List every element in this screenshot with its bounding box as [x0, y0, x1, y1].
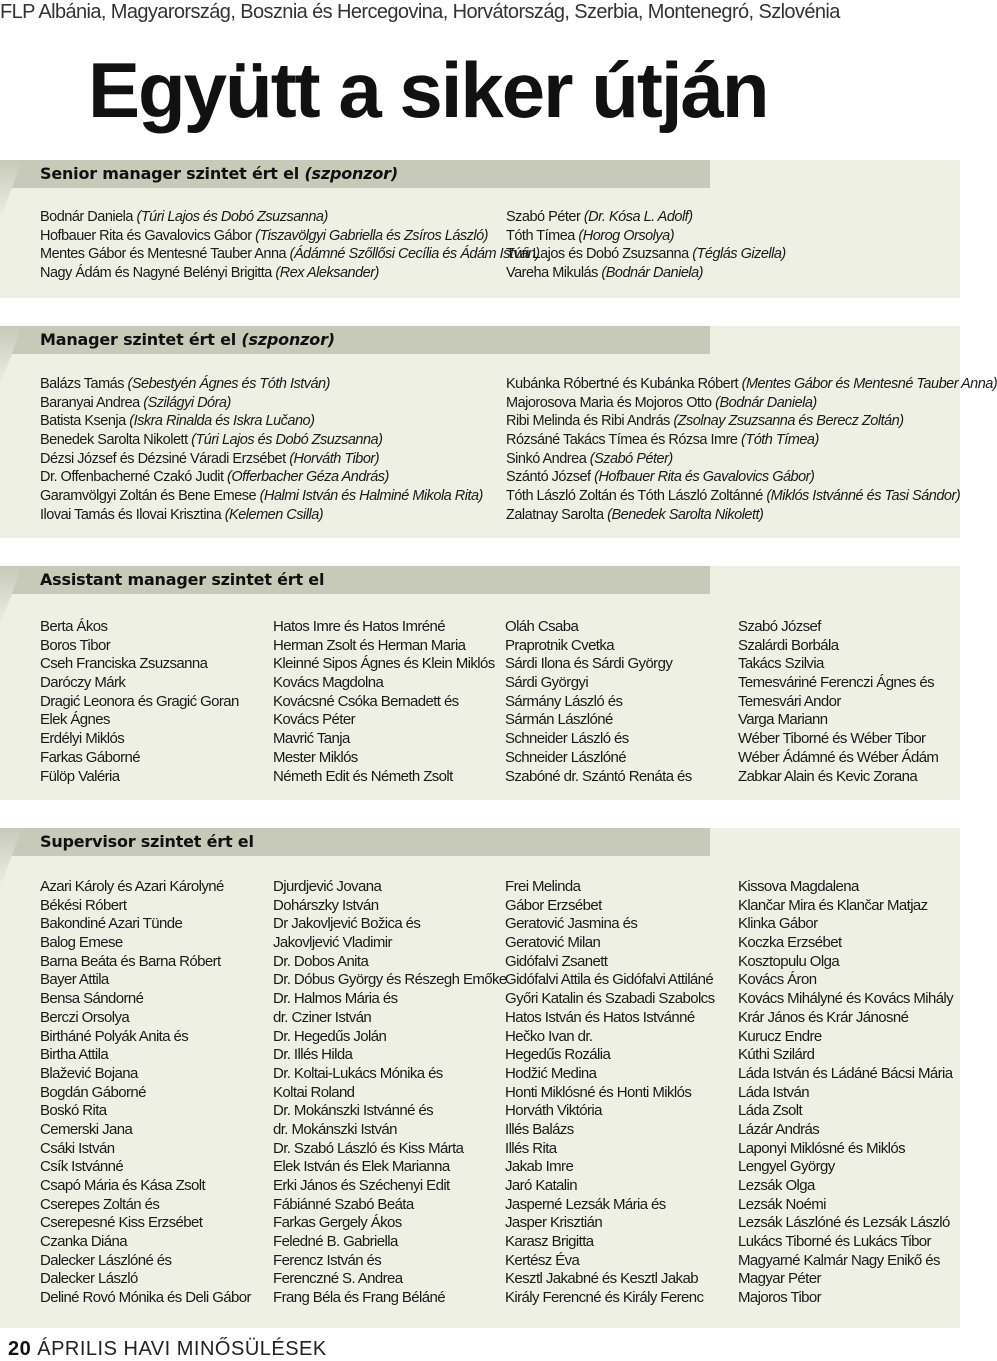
- list-item: [40, 487, 483, 506]
- list-item: [506, 245, 786, 264]
- list-item: Laponyi Miklósné és Miklós: [738, 1139, 905, 1157]
- list-item: Djurdjević Jovana: [273, 878, 382, 895]
- list-item: Fülöp Valéria: [40, 767, 120, 785]
- list-item: Kovács Magdolna: [273, 674, 384, 692]
- list-item: Gidófalvi Zsanett: [505, 952, 608, 970]
- list-item: Dalecker Lászlóné és: [40, 1251, 172, 1269]
- list-item: Csáki István: [40, 1139, 115, 1157]
- page-title: Együtt a siker útján: [88, 46, 768, 134]
- sponsor-name: (Téglás Gizella): [692, 246, 786, 263]
- list-item: Csík Istvánné: [40, 1158, 124, 1176]
- list-item: Sármán Lászlóné: [505, 711, 613, 729]
- member-name: Majorosova Maria és Mojoros Otto: [506, 394, 712, 411]
- list-item: Wéber Ádámné és Wéber Ádám: [738, 748, 939, 766]
- senior-right-list: [506, 208, 786, 283]
- list-item: Cserepesné Kiss Erzsébet: [40, 1214, 203, 1232]
- list-item: Dalecker László: [40, 1270, 138, 1288]
- list-item: Daróczy Márk: [40, 674, 126, 692]
- list-item: Dr. Halmos Mária és: [273, 990, 398, 1008]
- list-item: Sármány László és: [505, 692, 623, 710]
- list-item: [506, 394, 997, 413]
- list-item: Jakab Imre: [505, 1158, 574, 1176]
- sponsor-name: (Miklós Istvánné és Tasi Sándor): [766, 488, 961, 505]
- list-item: Berta Ákos: [40, 618, 108, 635]
- assistant-section: [0, 566, 960, 800]
- supervisor-column-3: [505, 878, 715, 1308]
- list-item: Temesvári Andor: [738, 692, 841, 710]
- list-item: Varga Mariann: [738, 711, 828, 729]
- list-item: [40, 394, 483, 413]
- assistant-heading: Assistant manager szintet ért el: [40, 570, 325, 589]
- supervisor-heading: Supervisor szintet ért el: [40, 832, 254, 851]
- list-item: [40, 506, 483, 525]
- senior-section: [0, 160, 960, 298]
- list-item: Horváth Viktória: [505, 1102, 602, 1120]
- list-item: Karasz Brigitta: [505, 1233, 594, 1251]
- list-item: Sárdi Ilona és Sárdi György: [505, 655, 673, 673]
- list-item: Dr. Illés Hilda: [273, 1046, 353, 1064]
- manager-left-list: [40, 375, 483, 525]
- list-item: Frei Melinda: [505, 878, 581, 895]
- list-item: Jasper Krisztián: [505, 1214, 603, 1232]
- member-name: Dr. Offenbacherné Czakó Judit: [40, 469, 224, 486]
- list-item: Kertész Éva: [505, 1251, 580, 1269]
- list-item: [506, 208, 786, 227]
- list-item: Hečko Ivan dr.: [505, 1027, 593, 1045]
- member-name: Balázs Tamás: [40, 376, 124, 392]
- list-item: Bakondiné Azari Tünde: [40, 915, 183, 933]
- list-item: Hodžić Medina: [505, 1064, 597, 1082]
- list-item: Schneider Lászlóné: [505, 748, 626, 766]
- list-item: Hatos István és Hatos Istvánné: [505, 1008, 695, 1026]
- assistant-column-1: [40, 618, 239, 786]
- sponsor-name: (Ádámné Szőllősi Cecília és Ádám István): [289, 246, 540, 263]
- list-item: Lázár András: [738, 1120, 820, 1138]
- manager-section: [0, 326, 997, 538]
- list-item: Magyar Péter: [738, 1270, 821, 1288]
- list-item: Czanka Diána: [40, 1233, 128, 1251]
- list-item: Erdélyi Miklós: [40, 730, 125, 748]
- list-item: Boros Tibor: [40, 636, 111, 654]
- member-name: Benedek Sarolta Nikolett: [40, 432, 188, 449]
- list-item: [506, 450, 997, 469]
- list-item: Gábor Erzsébet: [505, 896, 602, 914]
- list-item: Dr Jakovljević Božica és: [273, 915, 421, 933]
- assistant-column-3: [505, 618, 692, 786]
- list-item: Dohárszky István: [273, 896, 379, 914]
- list-item: Láda István: [738, 1083, 809, 1101]
- list-item: Herman Zsolt és Herman Maria: [273, 636, 466, 654]
- list-item: Geratović Jasmina és: [505, 915, 638, 933]
- list-item: Elek István és Elek Marianna: [273, 1158, 450, 1176]
- sponsor-name: (Rex Aleksander): [275, 265, 379, 282]
- list-item: Kovács Áron: [738, 971, 817, 989]
- list-item: Ferenczné S. Andrea: [273, 1270, 403, 1288]
- sponsor-name: (Mentes Gábor és Mentesné Tauber Anna): [741, 376, 997, 392]
- footer-text: ÁPRILIS HAVI MINŐSÜLÉSEK: [37, 1338, 327, 1360]
- list-item: Birtha Attila: [40, 1046, 109, 1064]
- list-item: dr. Mokánszki István: [273, 1120, 397, 1138]
- member-name: Zalatnay Sarolta: [506, 506, 604, 523]
- sponsor-name: (Kelemen Csilla): [224, 506, 324, 523]
- list-item: Klinka Gábor: [738, 915, 818, 933]
- list-item: Szabó József: [738, 618, 821, 635]
- list-item: Lengyel György: [738, 1158, 835, 1176]
- list-item: Magyarné Kalmár Nagy Enikő és: [738, 1251, 940, 1269]
- member-name: Nagy Ádám és Nagyné Belényi Brigitta: [40, 265, 272, 282]
- list-item: [506, 412, 997, 431]
- list-item: Wéber Tiborné és Wéber Tibor: [738, 730, 926, 748]
- member-name: Hofbauer Rita és Gavalovics Gábor: [40, 227, 252, 244]
- member-name: Kubánka Róbertné és Kubánka Róbert: [506, 376, 739, 392]
- list-item: Majoros Tibor: [738, 1289, 822, 1307]
- manager-right-list: [506, 375, 997, 525]
- list-item: Ferencz István és: [273, 1251, 382, 1269]
- list-item: Oláh Csaba: [505, 618, 579, 635]
- list-item: Praprotnik Cvetka: [505, 636, 615, 654]
- sponsor-name: (Bodnár Daniela): [601, 265, 704, 282]
- list-item: Berczi Orsolya: [40, 1008, 130, 1026]
- list-item: Honti Miklósné és Honti Miklós: [505, 1083, 692, 1101]
- list-item: Kissova Magdalena: [738, 878, 859, 895]
- list-item: Dr. Hegedűs Jolán: [273, 1027, 387, 1045]
- list-item: Lezsák Noémi: [738, 1195, 826, 1213]
- list-item: Balog Emese: [40, 934, 123, 952]
- member-name: Sinkó Andrea: [506, 450, 587, 467]
- list-item: Mester Miklós: [273, 748, 358, 766]
- assistant-column-4: [738, 618, 938, 786]
- list-item: Jaró Katalin: [505, 1177, 578, 1194]
- list-item: Dr. Dobos Anita: [273, 952, 369, 970]
- list-item: Békési Róbert: [40, 896, 127, 914]
- manager-heading: Manager szintet ért el (szponzor): [40, 330, 335, 349]
- list-item: [40, 431, 483, 450]
- sponsor-name: (Iskra Rinalda és Iskra Lučano): [129, 413, 315, 430]
- senior-heading: Senior manager szintet ért el (szponzor): [40, 164, 398, 183]
- list-item: Dragić Leonora és Gragić Goran: [40, 692, 239, 710]
- sponsor-name: (Túri Lajos és Dobó Zsuzsanna): [136, 209, 328, 225]
- list-item: Fábiánné Szabó Beáta: [273, 1195, 414, 1213]
- list-item: Csapó Mária és Kása Zsolt: [40, 1177, 206, 1194]
- sponsor-name: (Sebestyén Ágnes és Tóth István): [127, 376, 330, 392]
- list-item: Feledné B. Gabriella: [273, 1233, 398, 1251]
- region-line: FLP Albánia, Magyarország, Bosznia és Hercegovina, Horvátország, Szerbia, Montenegró, Szlovénia: [0, 1, 840, 23]
- list-item: Zabkar Alain és Kevic Zorana: [738, 767, 918, 785]
- list-item: Cserepes Zoltán és: [40, 1195, 160, 1213]
- supervisor-section: [0, 828, 960, 1328]
- member-name: Túri Lajos és Dobó Zsuzsanna: [506, 246, 689, 263]
- sponsor-name: (Bodnár Daniela): [715, 394, 817, 411]
- list-item: Németh Edit és Németh Zsolt: [273, 767, 453, 785]
- sponsor-name: (Tóth Tímea): [741, 432, 819, 449]
- list-item: Barna Beáta és Barna Róbert: [40, 952, 221, 970]
- list-item: [506, 227, 786, 246]
- sponsor-name: (Szabó Péter): [589, 450, 673, 467]
- list-item: Kovács Péter: [273, 711, 356, 729]
- list-item: Dr. Dóbus György és Részegh Emőke: [273, 971, 507, 989]
- list-item: [506, 375, 997, 394]
- list-item: Klančar Mira és Klančar Matjaz: [738, 896, 928, 914]
- list-item: Kosztopulu Olga: [738, 952, 840, 970]
- member-name: Mentes Gábor és Mentesné Tauber Anna: [40, 246, 287, 263]
- supervisor-column-2: [273, 878, 507, 1308]
- list-item: Illés Rita: [505, 1139, 557, 1157]
- sponsor-name: (Horog Orsolya): [578, 227, 675, 244]
- list-item: Bensa Sándorné: [40, 990, 144, 1008]
- sponsor-name: (Benedek Sarolta Nikolett): [607, 506, 764, 523]
- list-item: Dr. Szabó László és Kiss Márta: [273, 1139, 464, 1157]
- member-name: Garamvölgyi Zoltán és Bene Emese: [40, 488, 257, 505]
- member-name: Vareha Mikulás: [506, 265, 598, 282]
- list-item: Kesztl Jakabné és Kesztl Jakab: [505, 1270, 698, 1288]
- list-item: Farkas Gergely Ákos: [273, 1214, 402, 1232]
- list-item: Azari Károly és Azari Károlyné: [40, 878, 224, 895]
- list-item: Birtháné Polyák Anita és: [40, 1027, 189, 1045]
- member-name: Ilovai Tamás és Ilovai Krisztina: [40, 506, 222, 523]
- list-item: Hegedűs Rozália: [505, 1046, 611, 1064]
- list-item: Lukács Tiborné és Lukács Tibor: [738, 1233, 931, 1251]
- member-name: Szántó József: [506, 469, 591, 486]
- list-item: Jakovljević Vladimir: [273, 934, 392, 952]
- member-name: Bodnár Daniela: [40, 209, 133, 225]
- list-item: Győri Katalin és Szabadi Szabolcs: [505, 990, 715, 1008]
- list-item: Sárdi Györgyi: [505, 674, 589, 692]
- list-item: Farkas Gáborné: [40, 748, 140, 766]
- list-item: Koltai Roland: [273, 1083, 355, 1101]
- list-item: Kovácsné Csóka Bernadett és: [273, 692, 459, 710]
- list-item: Kúthi Szilárd: [738, 1046, 815, 1064]
- list-item: dr. Cziner István: [273, 1008, 372, 1026]
- member-name: Szabó Péter: [506, 209, 581, 225]
- sponsor-name: (Szilágyi Dóra): [143, 394, 231, 411]
- sponsor-name: (Hofbauer Rita és Gavalovics Gábor): [594, 469, 815, 486]
- list-item: Dr. Mokánszki Istvánné és: [273, 1102, 434, 1120]
- list-item: Jasperné Lezsák Mária és: [505, 1195, 666, 1213]
- list-item: [40, 412, 483, 431]
- sponsor-name: (Dr. Kósa L. Adolf): [583, 209, 693, 225]
- list-item: Gidófalvi Attila és Gidófalvi Attiláné: [505, 971, 714, 989]
- list-item: Temesváriné Ferenczi Ágnes és: [738, 674, 935, 692]
- list-item: [40, 468, 483, 487]
- list-item: [506, 487, 997, 506]
- page-number: 20: [8, 1338, 32, 1360]
- list-item: [40, 227, 540, 246]
- list-item: [506, 264, 786, 283]
- page-footer: [8, 1337, 327, 1361]
- list-item: [40, 450, 483, 469]
- sponsor-name: (Zsolnay Zsuzsanna és Berecz Zoltán): [673, 413, 904, 430]
- list-item: [506, 506, 997, 525]
- list-item: Erki János és Széchenyi Edit: [273, 1177, 450, 1194]
- list-item: Deliné Rovó Mónika és Deli Gábor: [40, 1289, 251, 1307]
- list-item: Elek Ágnes: [40, 711, 110, 729]
- list-item: Szabóné dr. Szántó Renáta és: [505, 767, 692, 785]
- list-item: Király Ferencné és Király Ferenc: [505, 1289, 704, 1307]
- list-item: Lezsák Olga: [738, 1177, 815, 1194]
- list-item: Krár János és Krár Jánosné: [738, 1008, 909, 1026]
- list-item: Hatos Imre és Hatos Imréné: [273, 618, 445, 635]
- sponsor-name: (Horváth Tibor): [289, 450, 380, 467]
- list-item: Láda István és Ládáné Bácsi Mária: [738, 1064, 953, 1082]
- list-item: [40, 245, 540, 264]
- list-item: Cseh Franciska Zsuzsanna: [40, 655, 208, 673]
- list-item: Kleinné Sipos Ágnes és Klein Miklós: [273, 655, 495, 673]
- list-item: Koczka Erzsébet: [738, 934, 842, 952]
- member-name: Baranyai Andrea: [40, 394, 140, 411]
- list-item: Kurucz Endre: [738, 1027, 822, 1045]
- list-item: Szalárdi Borbála: [738, 636, 839, 654]
- supervisor-column-1: [40, 878, 251, 1308]
- senior-left-list: [40, 208, 540, 283]
- list-item: Takács Szilvia: [738, 655, 824, 673]
- member-name: Dézsi József és Dézsiné Váradi Erzsébet: [40, 450, 286, 467]
- list-item: [506, 468, 997, 487]
- assistant-column-2: [273, 618, 495, 786]
- list-item: Illés Balázs: [505, 1120, 574, 1138]
- list-item: Frang Béla és Frang Béláné: [273, 1289, 446, 1307]
- member-name: Ribi Melinda és Ribi András: [506, 413, 670, 430]
- member-name: Batista Ksenja: [40, 413, 126, 430]
- list-item: [40, 264, 540, 283]
- list-item: Lezsák Lászlóné és Lezsák László: [738, 1214, 950, 1232]
- sponsor-name: (Halmi István és Halminé Mikola Rita): [259, 488, 483, 505]
- list-item: Boskó Rita: [40, 1102, 107, 1120]
- member-name: Rózsáné Takács Tímea és Rózsa Imre: [506, 432, 738, 449]
- member-name: Tóth Tímea: [506, 227, 575, 244]
- sponsor-name: (Túri Lajos és Dobó Zsuzsanna): [191, 432, 383, 449]
- supervisor-column-4: [738, 878, 953, 1308]
- list-item: Geratović Milan: [505, 934, 601, 952]
- sponsor-name: (Tiszavölgyi Gabriella és Zsíros László): [255, 227, 489, 244]
- list-item: Bogdán Gáborné: [40, 1083, 146, 1101]
- list-item: Kovács Mihályné és Kovács Mihály: [738, 990, 954, 1008]
- list-item: Cemerski Jana: [40, 1120, 133, 1138]
- list-item: [40, 375, 483, 394]
- list-item: Láda Zsolt: [738, 1102, 803, 1120]
- list-item: Bayer Attila: [40, 971, 109, 989]
- list-item: Mavrić Tanja: [273, 730, 350, 748]
- list-item: [506, 431, 997, 450]
- list-item: Dr. Koltai-Lukács Mónika és: [273, 1064, 443, 1082]
- member-name: Tóth László Zoltán és Tóth László Zoltánné: [506, 488, 763, 505]
- list-item: [40, 208, 540, 227]
- list-item: Schneider László és: [505, 730, 629, 748]
- list-item: Blažević Bojana: [40, 1064, 138, 1082]
- sponsor-name: (Offerbacher Géza András): [227, 469, 389, 486]
